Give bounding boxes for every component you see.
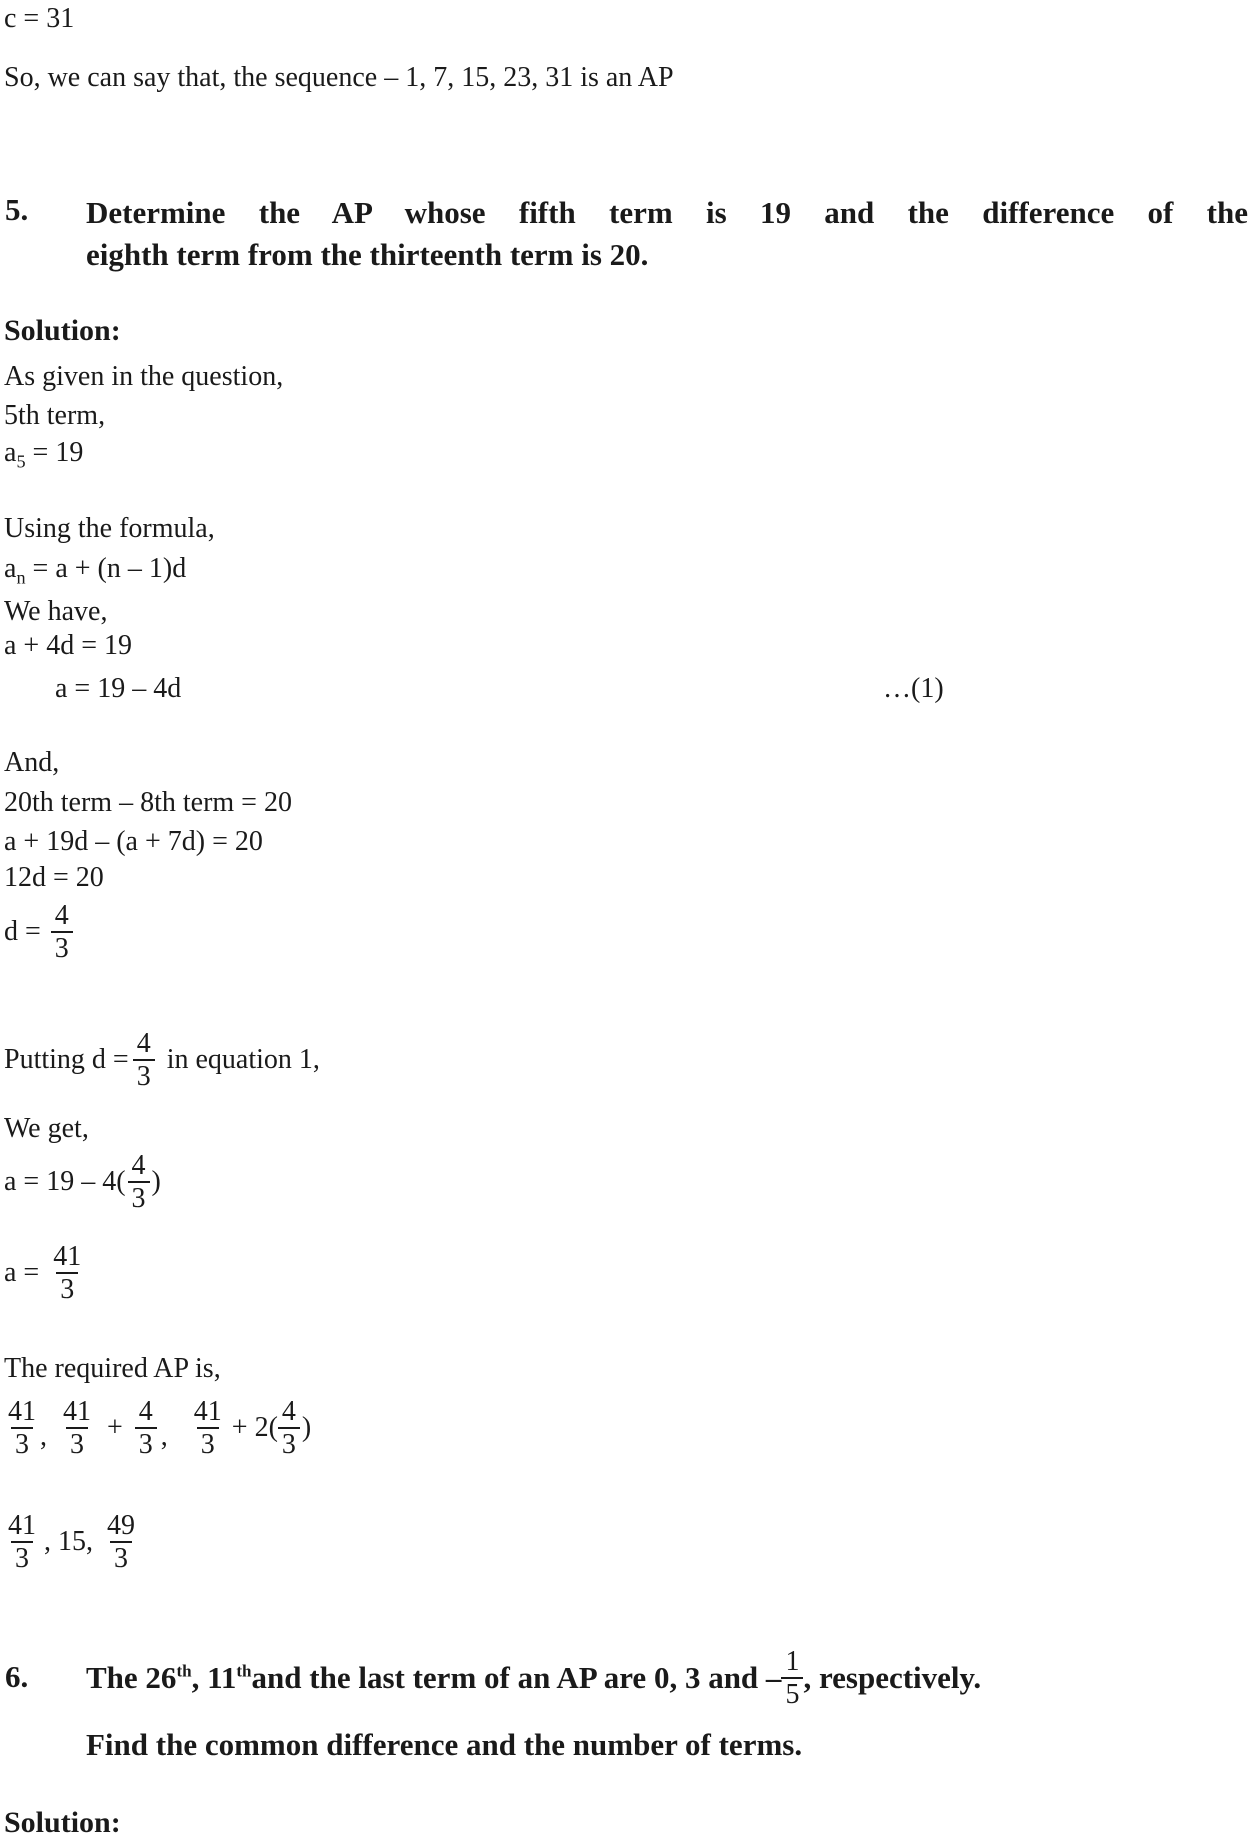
putting-suffix: in equation 1, [166,1044,320,1075]
and-line: And, [4,747,60,778]
an-rest: = a + (n – 1)d [25,553,187,584]
equation-a-value [4,1241,85,1305]
th-superscript: th [176,1661,192,1681]
required-ap-values [4,1510,139,1574]
equation-12d: 12d = 20 [4,862,104,893]
question6-text-part2: , respectively. [803,1660,982,1695]
we-get-line: We get, [4,1113,89,1144]
question5-line1: Determine the AP whose fifth term is 19 and the difference of the [86,195,1248,230]
question6-text-line2: Find the common difference and the number of terms. [86,1727,803,1762]
equation-c-value: c = 31 [4,3,75,34]
equation-a-calculation [4,1150,161,1214]
plus-operator: + [107,1412,123,1443]
a-calc-prefix: a = 19 – 4( [4,1166,126,1197]
middle-term-15: , 15, [44,1526,93,1557]
fraction-4-over-3: $\frac{4}{3}$ [128,1150,150,1214]
as-given-line: As given in the question, [4,361,284,392]
question5-text [86,192,1248,276]
required-ap-label: The required AP is, [4,1353,221,1384]
sequence-statement: So, we can say that, the sequence – 1, 7, 15, 23, 31 is an AP [4,62,674,93]
fifth-term-label: 5th term, [4,400,106,431]
equation-an-formula [4,552,186,595]
equation-reference-1: …(1) [883,673,944,704]
putting-d-line [4,1028,320,1092]
fraction-4-over-3: $\frac{4}{3}$ [278,1396,300,1460]
a5-rest: = 19 [25,437,84,468]
question6-number: 6. [5,1659,29,1694]
fraction-41-over-3: $\frac{41}{3}$ [193,1396,222,1460]
fraction-41-over-3: $\frac{41}{3}$ [8,1396,36,1460]
term-difference-line: 20th term – 8th term = 20 [4,787,292,818]
a5-subscript: 5 [16,451,26,472]
d-prefix: d = [4,916,41,947]
close-paren: ) [301,1412,312,1443]
solution6-heading: Solution: [4,1806,121,1839]
fraction-49-over-3: $\frac{49}{3}$ [107,1510,135,1574]
comma: , [40,1421,47,1452]
question5-number: 5. [5,192,29,227]
expanded-equation-line: a + 19d – (a + 7d) = 20 [4,826,263,857]
a-value-prefix: a = [4,1257,40,1288]
fraction-4-over-3: $\frac{4}{3}$ [51,900,73,964]
using-formula-line: Using the formula, [4,513,215,544]
fraction-41-over-3: $\frac{41}{3}$ [8,1510,36,1574]
an-subscript: n [16,567,26,588]
solution5-heading: Solution: [4,314,121,347]
th-superscript: th [236,1661,252,1681]
comma: , [160,1421,168,1452]
a5-base: a [4,437,17,468]
plus-2-open-paren: + 2( [231,1412,278,1443]
putting-prefix: Putting d = [4,1044,129,1075]
equation-a5 [4,436,83,479]
question6-text-part1: The 26th, 11thand the last term of an AP are 0, 3 and – [86,1660,782,1695]
an-base: a [4,553,17,584]
equation-a-equals-19-minus-4d: a = 19 – 4d [55,673,182,704]
fraction-1-over-5: $\frac{1}{5}$ [781,1646,803,1710]
question5-line2: eighth term from the thirteenth term is 20. [86,237,649,272]
we-have-line: We have, [4,596,108,627]
question6-text-line1 [86,1646,981,1710]
equation-d-value [4,900,73,964]
required-ap-expression [4,1396,311,1460]
fraction-4-over-3: $\frac{4}{3}$ [133,1028,155,1092]
fraction-4-over-3: $\frac{4}{3}$ [135,1396,157,1460]
fraction-41-over-3: $\frac{41}{3}$ [63,1396,91,1460]
a-calc-suffix: ) [151,1166,161,1197]
equation-a-plus-4d: a + 4d = 19 [4,630,133,661]
fraction-41-over-3: $\frac{41}{3}$ [53,1241,82,1305]
